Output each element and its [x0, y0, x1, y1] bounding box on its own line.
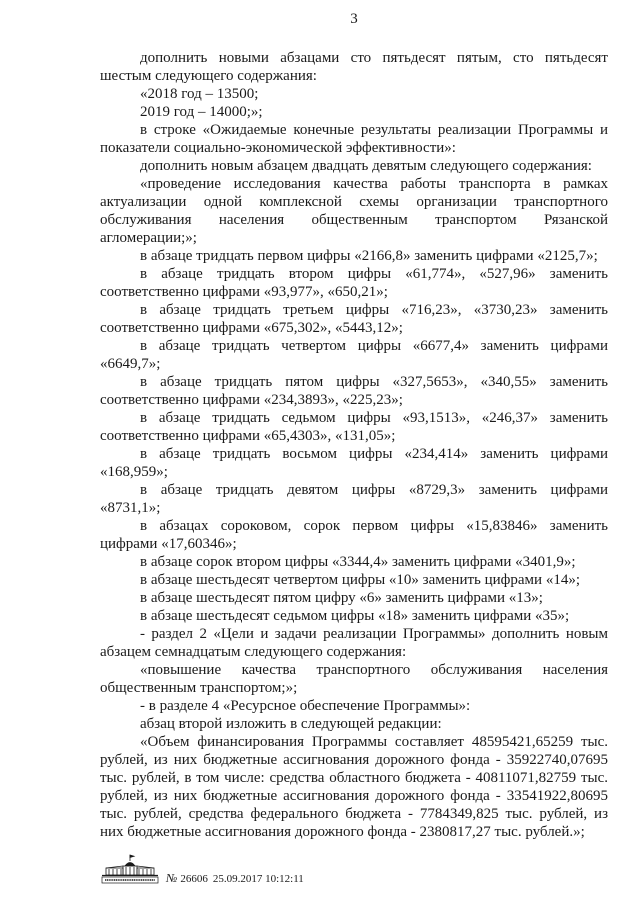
paragraph	[100, 337, 608, 373]
text-line: в строке «Ожидаемые конечные результаты реализации Программы и	[140, 122, 608, 138]
text-line: «Объем финансирования Программы составляет 48595421,65259 тыс.	[140, 734, 608, 750]
text-line: «8731,1»;	[100, 500, 161, 516]
paragraph	[100, 661, 608, 697]
text-line: «повышение качества транспортного обслуживания населения	[140, 662, 608, 678]
text-line: обслуживания населения общественным транспортом Рязанской	[100, 212, 608, 228]
text-line: - раздел 2 «Цели и задачи реализации Программы» дополнить новым	[140, 626, 608, 642]
paragraph	[100, 373, 608, 409]
text-line: в абзаце тридцать пятом цифры «327,5653», «340,55» заменить	[140, 374, 608, 390]
text-line: тыс. рублей, средства федерального бюджета - 7784349,825 тыс. рублей, из	[100, 806, 608, 822]
paragraph	[100, 697, 608, 715]
text-line: в абзаце тридцать девятом цифры «8729,3» заменить цифрами	[140, 482, 608, 498]
text-line: «проведение исследования качества работы транспорта в рамках	[140, 176, 608, 192]
paragraph	[100, 247, 608, 265]
registration-stamp	[166, 871, 304, 886]
text-line: тыс. рублей, в том числе: средства областного бюджета - 40811071,82759 тыс.	[100, 770, 608, 786]
text-line: в абзаце тридцать третьем цифры «716,23», «3730,23» заменить	[140, 302, 608, 318]
text-line: в абзаце тридцать первом цифры «2166,8» заменить цифрами «2125,7»;	[140, 248, 598, 264]
page-number: 3	[350, 11, 358, 27]
paragraph	[100, 625, 608, 661]
text-line: соответственно цифрами «675,302», «5443,12»;	[100, 320, 403, 336]
paragraph	[100, 733, 608, 841]
paragraph	[100, 553, 608, 571]
document-body	[100, 49, 608, 841]
text-line: в абзаце шестьдесят седьмом цифры «18» заменить цифрами «35»;	[140, 608, 570, 624]
text-line: соответственно цифрами «93,977», «650,21»;	[100, 284, 388, 300]
text-line: соответственно цифрами «65,4303», «131,05»;	[100, 428, 396, 444]
text-line: агломерации;»;	[100, 230, 197, 246]
text-line: них бюджетные ассигнования дорожного фонда - 2380817,27 тыс. рублей.»;	[100, 824, 585, 840]
text-line: в абзаце тридцать четвертом цифры «6677,4» заменить цифрами	[140, 338, 608, 354]
registration-datetime: 25.09.2017 10:12:11	[212, 873, 304, 885]
text-line: в абзаце шестьдесят четвертом цифры «10» заменить цифрами «14»;	[140, 572, 580, 588]
text-line: - в разделе 4 «Ресурсное обеспечение Программы»:	[140, 698, 471, 714]
paragraph	[100, 301, 608, 337]
text-line: шестым следующего содержания:	[100, 68, 317, 84]
text-line: показатели социально-экономической эффективности»:	[100, 140, 456, 156]
text-line: дополнить новым абзацем двадцать девятым следующего содержания:	[140, 158, 592, 174]
paragraph	[100, 49, 608, 85]
paragraph	[100, 589, 608, 607]
text-line: «2018 год – 13500;	[140, 86, 259, 102]
number-sign: №	[166, 871, 178, 885]
text-line: цифрами «17,60346»;	[100, 536, 237, 552]
text-line: в абзацах сороковом, сорок первом цифры «15,83846» заменить	[140, 518, 608, 534]
paragraph	[100, 517, 608, 553]
text-line: в абзаце тридцать втором цифры «61,774», «527,96» заменить	[140, 266, 608, 282]
text-line: в абзаце шестьдесят пятом цифру «6» заменить цифрами «13»;	[140, 590, 543, 606]
text-line: дополнить новыми абзацами сто пятьдесят пятым, сто пятьдесят	[140, 50, 608, 66]
text-line: рублей, из них бюджетные ассигнования дорожного фонда - 33541922,80695	[100, 788, 608, 804]
paragraph	[100, 85, 608, 103]
text-line: «6649,7»;	[100, 356, 161, 372]
text-line: в абзаце тридцать седьмом цифры «93,1513», «246,37» заменить	[140, 410, 608, 426]
government-building-emblem-icon	[100, 854, 160, 884]
text-line: в абзаце тридцать восьмом цифры «234,414» заменить цифрами	[140, 446, 608, 462]
paragraph	[100, 157, 608, 175]
paragraph	[100, 481, 608, 517]
text-line: в абзаце сорок втором цифры «3344,4» заменить цифрами «3401,9»;	[140, 554, 576, 570]
paragraph	[100, 103, 608, 121]
registration-number: 26606	[180, 873, 208, 885]
text-line: «168,959»;	[100, 464, 168, 480]
paragraph	[100, 571, 608, 589]
paragraph	[100, 607, 608, 625]
paragraph	[100, 265, 608, 301]
text-line: актуализации одной комплексной схемы организации транспортного	[100, 194, 608, 210]
text-line: соответственно цифрами «234,3893», «225,23»;	[100, 392, 403, 408]
text-line: абзацем семнадцатым следующего содержания:	[100, 644, 407, 660]
text-line: общественным транспортом;»;	[100, 680, 298, 696]
paragraph	[100, 715, 608, 733]
paragraph	[100, 445, 608, 481]
text-line: рублей, из них бюджетные ассигнования дорожного фонда - 35922740,07695	[100, 752, 608, 768]
text-line: 2019 год – 14000;»;	[140, 104, 263, 120]
text-line: абзац второй изложить в следующей редакции:	[140, 716, 442, 732]
paragraph	[100, 121, 608, 157]
paragraph	[100, 409, 608, 445]
paragraph	[100, 175, 608, 247]
